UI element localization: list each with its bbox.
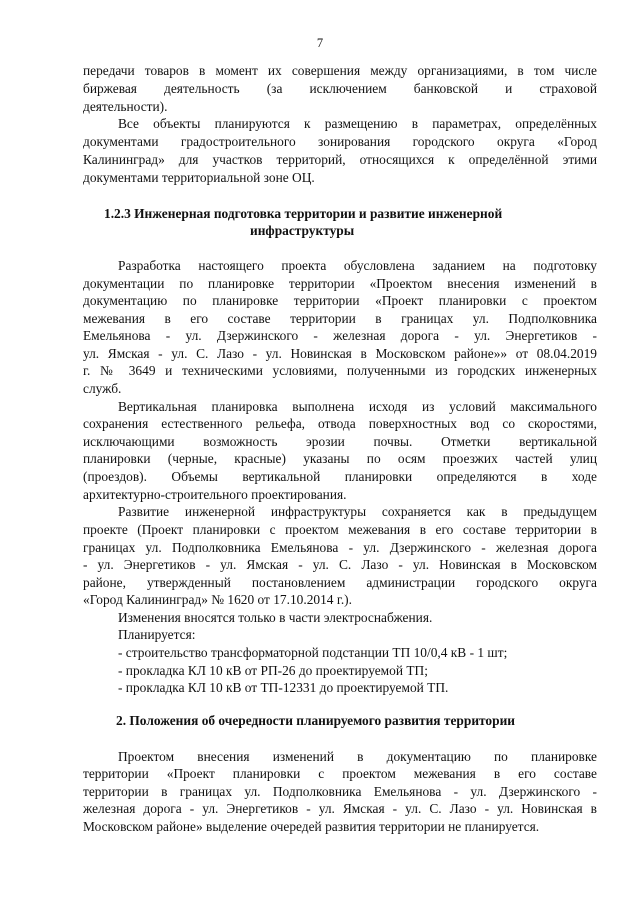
paragraph-line: Все объекты планируются к размещению в параметрах, определённых xyxy=(118,116,597,131)
paragraph-line: районе, утвержденный постановлением администрации городского округа xyxy=(83,575,597,590)
paragraph-line: сохранения естественного рельефа, отвода поверхностных вод со скоростями, xyxy=(83,416,597,431)
paragraph-line: территории «Проект планировки с проектом межевания в его составе xyxy=(83,766,597,781)
paragraph-line: ул. Ямская - ул. С. Лазо - ул. Новинская в Московском районе»» от 08.04.2019 xyxy=(83,346,597,361)
paragraph-line: - ул. Энергетиков - ул. Ямская - ул. С. Лазо - ул. Новинская в Московском xyxy=(83,557,597,572)
paragraph-line: межевания в его составе территории в границах ул. Подполковника xyxy=(83,311,597,326)
paragraph-line: Вертикальная планировка выполнена исходя из условий максимального xyxy=(118,399,597,414)
paragraph-line: Изменения вносятся только в части электроснабжения. xyxy=(118,610,433,625)
paragraph-line: документами территориальной зоне ОЦ. xyxy=(83,170,315,185)
list-label: Планируется: xyxy=(118,627,196,642)
paragraph-line: Развитие инженерной инфраструктуры сохраняется как в предыдущем xyxy=(118,504,597,519)
paragraph-line: Проектом внесения изменений в документацию по планировке xyxy=(118,749,597,764)
paragraph-line: территории в границах ул. Подполковника Емельянова - ул. Дзержинского - xyxy=(83,784,597,799)
paragraph-line: железная дорога - ул. Энергетиков - ул. Ямская - ул. С. Лазо - ул. Новинская в xyxy=(83,801,597,816)
paragraph-line: документации по планировке территории «Проектом внесения изменений в xyxy=(83,276,597,291)
paragraph-line: границах ул. Подполковника Емельянова - ул. Дзержинского - железная дорога xyxy=(83,540,597,555)
list-item: - строительство трансформаторной подстанции ТП 10/0,4 кВ - 1 шт; xyxy=(118,645,508,660)
paragraph-line: Разработка настоящего проекта обусловлена заданием на подготовку xyxy=(118,258,597,273)
paragraph-line: исключающими возможность эрозии почвы. Отметки вертикальной xyxy=(83,434,597,449)
section-heading: 2. Положения об очередности планируемого развития территории xyxy=(116,713,516,728)
paragraph-line: Емельянова - ул. Дзержинского - железная дорога - ул. Энергетиков - xyxy=(83,328,597,343)
paragraph-line: «Город Калининград» № 1620 от 17.10.2014 г.). xyxy=(83,592,352,607)
paragraph-line: Калининград» для участков территорий, относящихся к определённой этими xyxy=(83,152,597,167)
list-item: - прокладка КЛ 10 кВ от ТП-12331 до проектируемой ТП. xyxy=(118,680,449,695)
section-heading: 1.2.3 Инженерная подготовка территории и развитие инженерной xyxy=(104,206,503,221)
paragraph-line: Московском районе» выделение очередей развития территории не планируется. xyxy=(83,819,540,834)
paragraph-line: документацию по планировке территории «Проект планировки с проектом xyxy=(83,293,597,308)
paragraph-line: документами градостроительного зонирования городского округа «Город xyxy=(83,134,597,149)
paragraph-line: (проездов). Объемы вертикальной планировки определяются в ходе xyxy=(83,469,597,484)
paragraph-line: архитектурно-строительного проектирования. xyxy=(83,487,347,502)
page-number: 7 xyxy=(316,36,324,50)
paragraph-line: служб. xyxy=(83,381,122,396)
paragraph-line: деятельности). xyxy=(83,99,168,114)
paragraph-line: биржевая деятельность (за исключением банковской и страховой xyxy=(83,81,597,96)
list-item: - прокладка КЛ 10 кВ от РП-26 до проектируемой ТП; xyxy=(118,663,428,678)
paragraph-line: г. № 3649 и техническими условиями, полученными из городских инженерных xyxy=(83,363,597,378)
paragraph-line: передачи товаров в момент их совершения между организациями, в том числе xyxy=(83,63,597,78)
section-heading: инфраструктуры xyxy=(250,223,355,238)
paragraph-line: планировки (черные, красные) указаны по осям проезжих частей улиц xyxy=(83,451,597,466)
paragraph-line: проекте (Проект планировки с проектом межевания в его составе территории в xyxy=(83,522,597,537)
